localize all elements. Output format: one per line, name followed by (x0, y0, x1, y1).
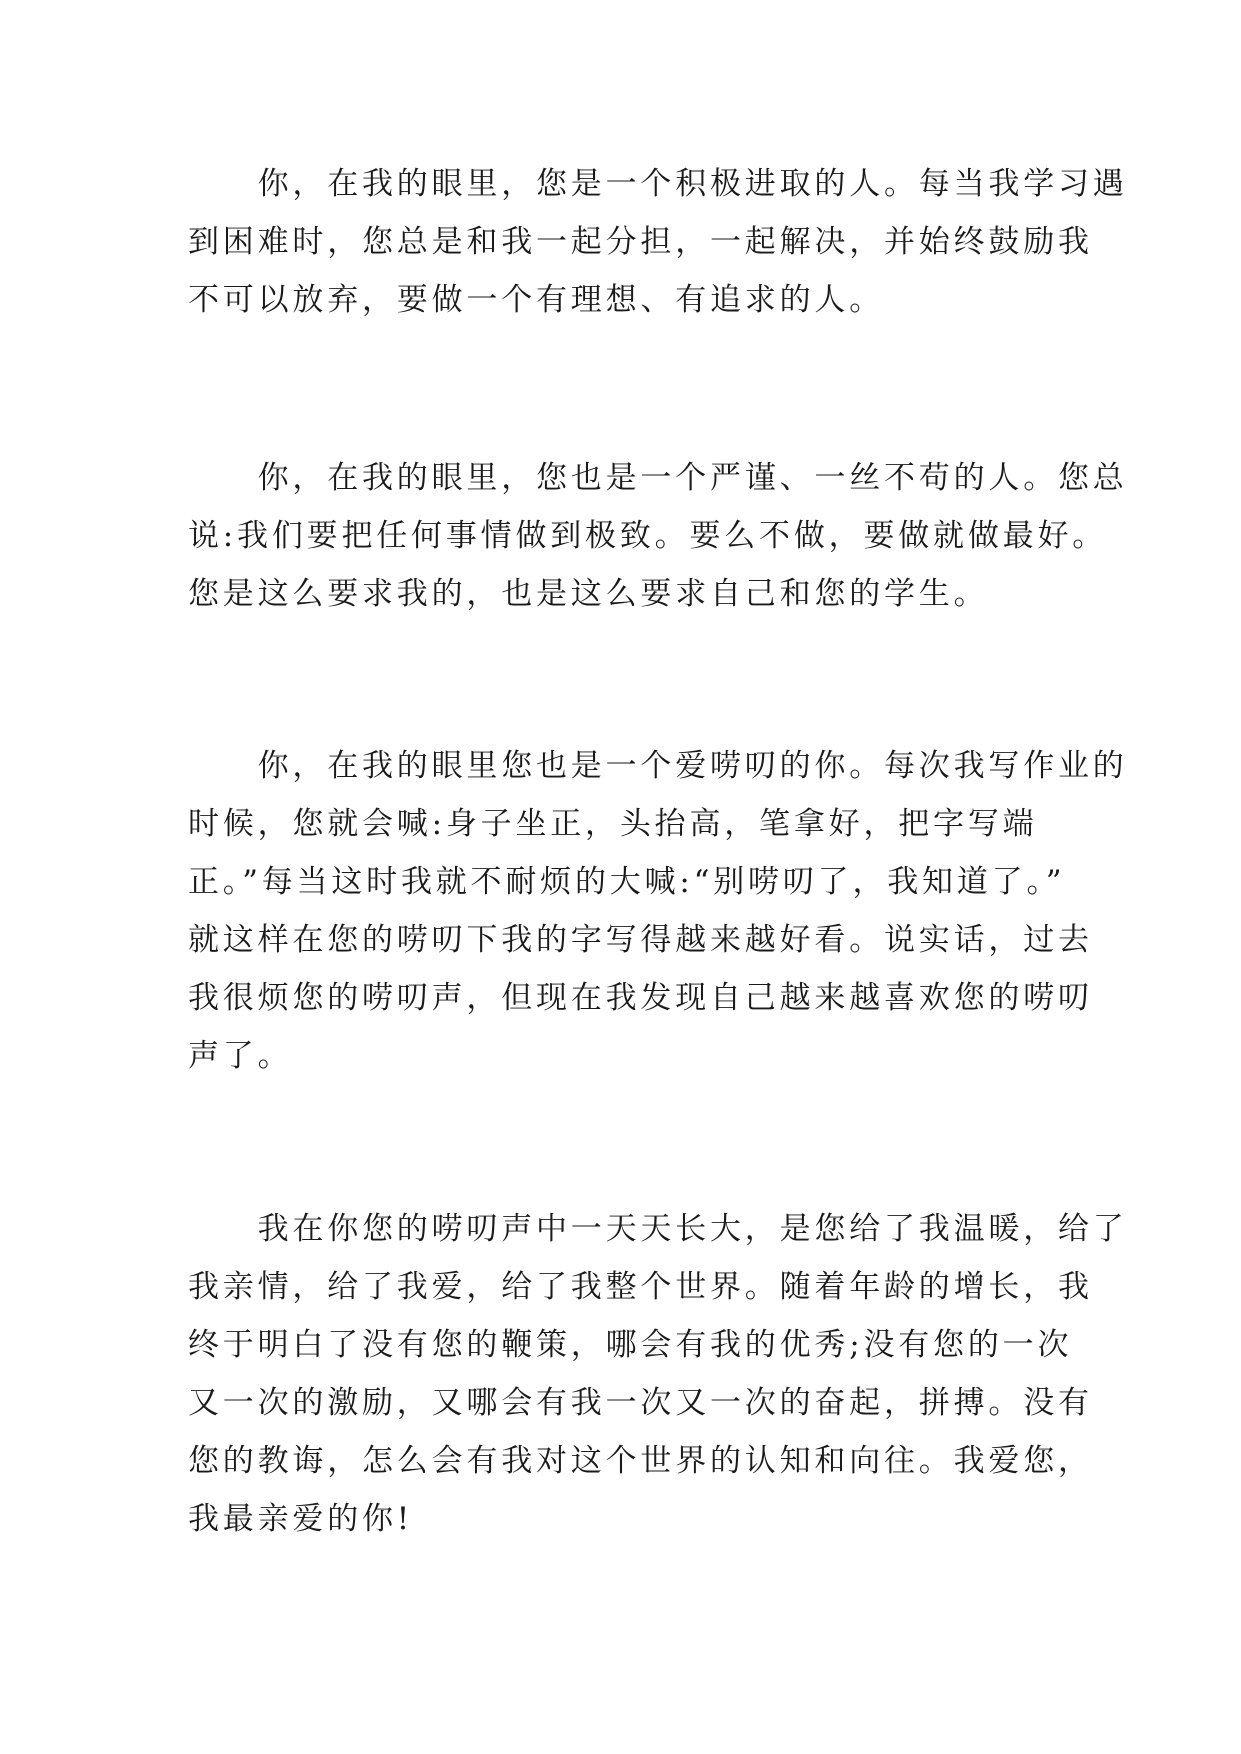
paragraph-2 (188, 449, 1128, 623)
paragraph-4 (188, 1200, 1128, 1548)
paragraph-line: 不可以放弃，要做一个有理想、有追求的人。 (188, 282, 884, 318)
paragraph-line: 你，在我的眼里您也是一个爱唠叨的你。每次我写作业的 (188, 748, 1128, 784)
paragraph-line: 您是这么要求我的，也是这么要求自己和您的学生。 (188, 576, 989, 612)
paragraph-1 (188, 155, 1128, 329)
paragraph-3 (188, 737, 1128, 1085)
paragraph-line: 终于明白了没有您的鞭策，哪会有我的优秀;没有您的一次 (188, 1327, 1073, 1363)
paragraph-line: 就这样在您的唠叨下我的字写得越来越好看。说实话，过去 (188, 922, 1093, 958)
paragraph-line: 时候，您就会喊:身子坐正，头抬高，笔拿好，把字写端 (188, 806, 1038, 842)
paragraph-line: 正。”每当这时我就不耐烦的大喊:“别唠叨了，我知道了。” (188, 864, 1066, 900)
paragraph-line: 到困难时，您总是和我一起分担，一起解决，并始终鼓励我 (188, 224, 1093, 260)
paragraph-line: 我亲情，给了我爱，给了我整个世界。随着年龄的增长，我 (188, 1269, 1093, 1305)
paragraph-line: 你，在我的眼里，您也是一个严谨、一丝不苟的人。您总 (188, 460, 1128, 496)
paragraph-line: 你，在我的眼里，您是一个积极进取的人。每当我学习遇 (188, 166, 1128, 202)
paragraph-line: 又一次的激励，又哪会有我一次又一次的奋起，拼搏。没有 (188, 1385, 1093, 1421)
paragraph-line: 声了。 (188, 1038, 293, 1074)
paragraph-line: 您的教诲，怎么会有我对这个世界的认知和向往。我爱您， (188, 1443, 1093, 1479)
paragraph-line: 说:我们要把任何事情做到极致。要么不做，要做就做最好。 (188, 518, 1108, 554)
paragraph-line: 我在你您的唠叨声中一天天长大，是您给了我温暖，给了 (188, 1211, 1128, 1247)
paragraph-line: 我很烦您的唠叨声，但现在我发现自己越来越喜欢您的唠叨 (188, 980, 1093, 1016)
paragraph-line: 我最亲爱的你! (188, 1501, 414, 1537)
